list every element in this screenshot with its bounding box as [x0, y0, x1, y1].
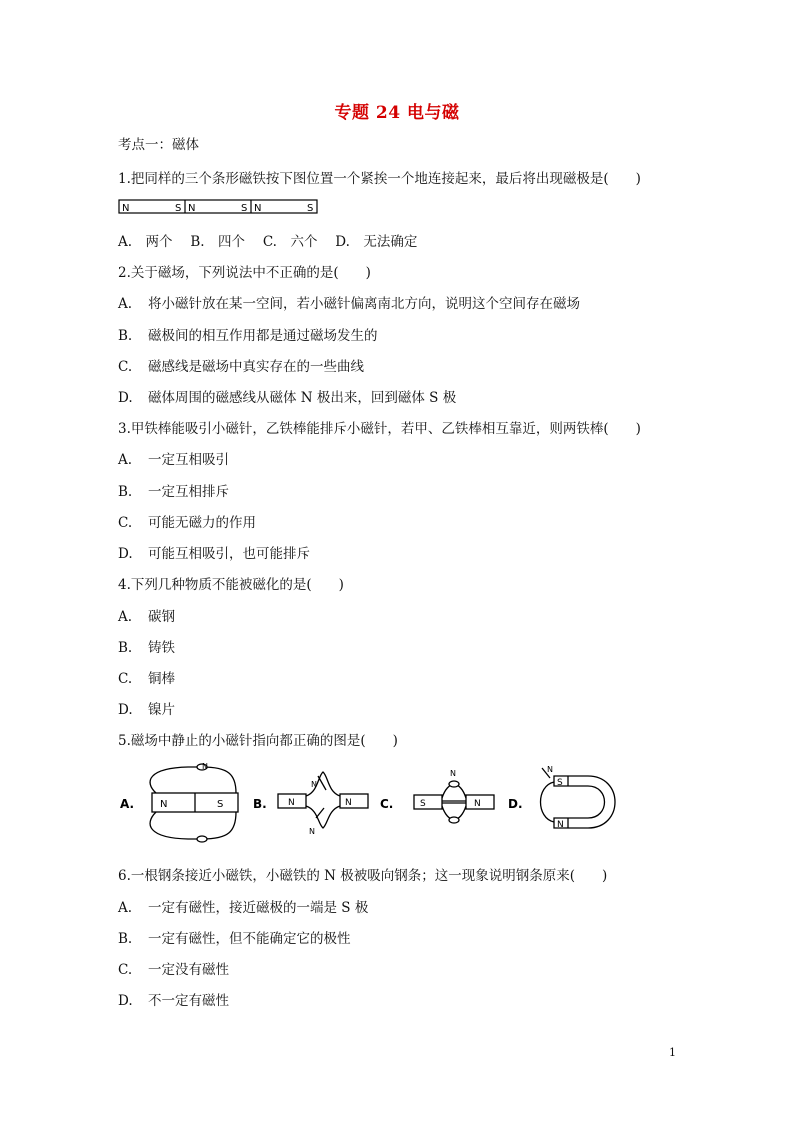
question-4-option-a: A. 碳钢 [118, 609, 175, 625]
question-2-stem: 2.关于磁场，下列说法中不正确的是( ) [118, 265, 371, 281]
question-4-option-d: D. 镍片 [118, 702, 175, 718]
question-2-option-b: B. 磁极间的相互作用都是通过磁场发生的 [118, 328, 378, 344]
question-1-stem: 1.把同样的三个条形磁铁按下图位置一个紧挨一个地连接起来，最后将出现磁极是( ) [118, 171, 641, 187]
magnet-3-n-label: N [254, 203, 262, 214]
question-3-option-a: A. 一定互相吸引 [118, 452, 229, 468]
magnet-2-s-label: S [241, 203, 248, 214]
question-5-figure [118, 762, 642, 844]
panel-c-left-magnet-s-label: S [420, 799, 426, 809]
panel-b-needle-bottom-n-label: N [309, 827, 315, 836]
question-2-option-a: A. 将小磁针放在某一空间，若小磁针偏离南北方向，说明这个空间存在磁场 [118, 296, 580, 312]
panel-d-needle-n-label: N [547, 765, 553, 774]
panel-b-left-magnet-n-label: N [288, 798, 295, 808]
question-4-option-c: C. 铜棒 [118, 671, 175, 687]
question-1-figure [118, 199, 318, 215]
question-4-stem: 4.下列几种物质不能被磁化的是( ) [118, 577, 344, 593]
magnet-1-n-label: N [122, 203, 130, 214]
page-title: 专题 24 电与磁 [334, 103, 460, 123]
panel-d-bottom-pole-n-label: N [557, 820, 564, 830]
panel-c-needle-top-n-label: N [450, 769, 456, 778]
panel-b-needle-top-n-label: N [311, 780, 317, 789]
panel-c-right-magnet-n-label: N [474, 799, 481, 809]
question-5-stem: 5.磁场中静止的小磁针指向都正确的图是( ) [118, 733, 398, 749]
panel-d-label: D. [508, 797, 523, 811]
question-2-option-d: D. 磁体周围的磁感线从磁体 N 极出来，回到磁体 S 极 [118, 390, 457, 406]
question-6-option-d: D. 不一定有磁性 [118, 993, 229, 1009]
question-1-options: A. 两个 B. 四个 C. 六个 D. 无法确定 [118, 234, 418, 250]
question-6-stem: 6.一根钢条接近小磁铁，小磁铁的 N 极被吸向钢条；这一现象说明钢条原来( ) [118, 868, 608, 884]
panel-b-right-magnet-n-label: N [345, 798, 352, 808]
panel-b-label: B. [253, 797, 267, 811]
question-4-option-b: B. 铸铁 [118, 640, 175, 656]
question-2-option-c: C. 磁感线是磁场中真实存在的一些曲线 [118, 359, 364, 375]
question-3-option-b: B. 一定互相排斥 [118, 484, 229, 500]
magnet-2-n-label: N [188, 203, 196, 214]
magnet-3-s-label: S [307, 203, 314, 214]
panel-a-magnet-s-label: S [217, 799, 224, 810]
magnet-1-s-label: S [175, 203, 182, 214]
panel-a-needle-top-n-label: N [202, 762, 208, 771]
question-3-option-d: D. 可能互相吸引，也可能排斥 [118, 546, 310, 562]
question-3-option-c: C. 可能无磁力的作用 [118, 515, 256, 531]
section-heading: 考点一：磁体 [118, 137, 199, 153]
page-number: 1 [669, 1046, 676, 1059]
panel-c-label: C. [380, 797, 394, 811]
panel-a-label: A. [120, 797, 135, 811]
question-6-option-a: A. 一定有磁性，接近磁极的一端是 S 极 [118, 900, 369, 916]
question-3-stem: 3.甲铁棒能吸引小磁针，乙铁棒能排斥小磁针，若甲、乙铁棒相互靠近，则两铁棒( ) [118, 421, 641, 437]
question-6-option-b: B. 一定有磁性，但不能确定它的极性 [118, 931, 351, 947]
panel-a-magnet-n-label: N [160, 799, 168, 810]
question-6-option-c: C. 一定没有磁性 [118, 962, 229, 978]
panel-d-top-pole-s-label: S [557, 778, 563, 788]
